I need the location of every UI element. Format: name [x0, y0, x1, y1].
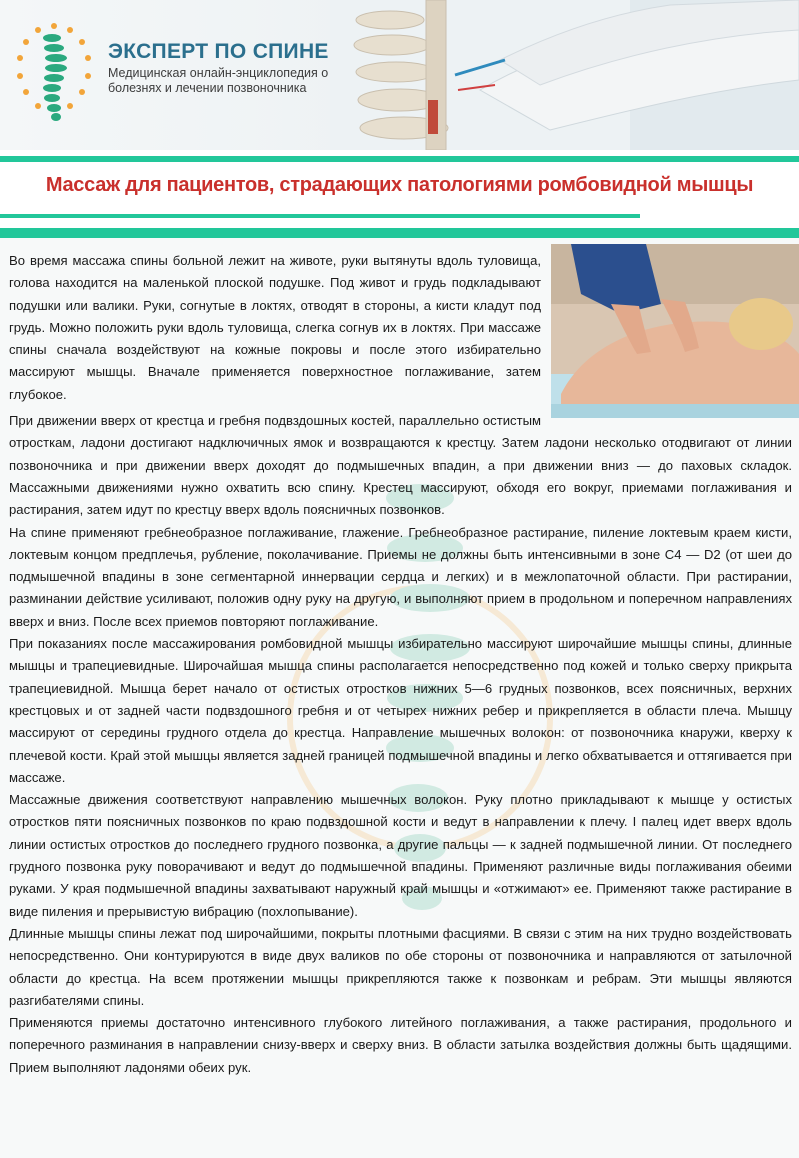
title-divider-top — [0, 156, 799, 162]
spine-skeleton-with-hands-image — [330, 0, 799, 150]
site-header — [0, 0, 799, 150]
page-title: Массаж для пациентов, страдающих патологиями ромбовидной мышцы — [45, 174, 754, 196]
spine-logo-icon — [6, 20, 102, 124]
article-paragraph: Во время массажа спины больной лежит на животе, руки вытянуты вдоль туловища, голова находится на маленькой плоской подушке. Под живот и грудь подкладывают подушки или валики. Руки, согнутые в локтях, отводят в стороны, а кисти кладут под грудь. Можно положить руки вдоль туловища, слегка согнув их в локтях. При массаже спины сначала воздействуют на кожные покровы и после этого избирательно массируют мышцы. Вначале применяется поверхностное поглаживание, затем глубокое. — [9, 253, 541, 402]
brand-title[interactable]: ЭКСПЕРТ ПО СПИНЕ — [108, 40, 329, 63]
article-paragraph: Длинные мышцы спины лежат под широчайшими, покрыты плотными фасциями. В связи с этим на них трудно воздействовать непосредственно. Они контурируются в виде двух валиков по обе стороны от позвоночника и направляются от затылочной области до крестца. На всем протяжении мышцы прикрепляются также к позвонкам и ребрам. Эти мышцы являются разгибателями спины. — [9, 925, 792, 1008]
article-paragraph: При движении вверх от крестца и гребня подвздошных костей, параллельно остистым отросткам, ладони достигают надключичных ямок и возвращаются к крестцу. Затем ладони несколько отодвигают от линии позвоночника и при движении вверх доходят до подмышечных впадин, а при движении вниз — до паховых складок. Массажными движениями нужно охватить всю спину. Крестец массируют, обходя его вокруг, приемами поглаживания и растирания, затем идут по крестцу вверх вдоль поясничных позвонков. — [9, 413, 792, 518]
article-paragraph: На спине применяют гребнеобразное поглаживание, глажение. Гребнеобразное растирание, пиление локтевым краем кисти, локтевым концом предплечья, рубление, поколачивание. Приемы не должны быть интенсивными в зоне С4 — D2 (от шеи до подмышечной впадины в зоне сегментарной иннервации сердца и легких) и в межлопаточной области. При растирании, разминании действие усиливают, положив одну руку на другую, и выполняют прием в продольном и поперечном направлениях вверх и вниз. После всех приемов повторяют поглаживание. — [9, 524, 792, 629]
brand-subtitle — [108, 66, 348, 96]
article-paragraph: При показаниях после массажирования ромбовидной мышцы избирательно массируют широчайшие мышцы спины, длинные мышцы и трапециевидные. Широчайшая мышца спины располагается непосредственно под кожей и только сверху прикрыта трапециевидной. Мышца берет начало от остистых отростков нижних 5—6 грудных позвонков, всех поясничных, верхних крестцовых и от задней части подвздошного гребня и от четырех нижних ребер и прикрепляется в области плеча. Мышцу массируют от середины грудного отдела до крестца. Направление мышечных волокон: от позвоночника кнаружи, кверху к плечевой кости. Край этой мышцы является задней границей подмышечной впадины и легко обхватывается и оттягивается при массаже. — [9, 636, 792, 785]
brand-subtitle-line1: Медицинская онлайн-энциклопедия о — [108, 66, 329, 80]
title-divider-bottom — [0, 214, 640, 218]
back-massage-photo — [551, 244, 799, 418]
brand-subtitle-line2: болезнях и лечении позвоночника — [108, 81, 307, 95]
title-band — [0, 150, 799, 228]
article-body — [9, 250, 792, 1079]
article-paragraph: Массажные движения соответствуют направлению мышечных волокон. Руку плотно прикладывают к мышце у остистых отростков пяти поясничных позвонков по краю подвздошной кости и ведут в направлении к плечу. I палец идет вверх вдоль линии остистых отростков до последнего грудного позвонка, а другие пальцы — к задней подмышечной линии. От последнего грудного позвонка руку поворачивают и ведут до подмышечной впадины. Применяют различные виды поглаживания обеими руками. У края подмышечной впадины захватывают наружный край мышцы и «отжимают» ее. Применяют также растирание в виде пиления и прерывистую вибрацию (похлопывание). — [9, 792, 792, 919]
article-content — [0, 238, 799, 1158]
article-paragraph: Применяются приемы достаточно интенсивного глубокого литейного поглаживания, а также растирания, продольного и поперечного разминания в направлении снизу-вверх и сверху вниз. В области затылка воздействия должны быть щадящими. Прием выполняют ладонями обеих рук. — [9, 1015, 792, 1075]
